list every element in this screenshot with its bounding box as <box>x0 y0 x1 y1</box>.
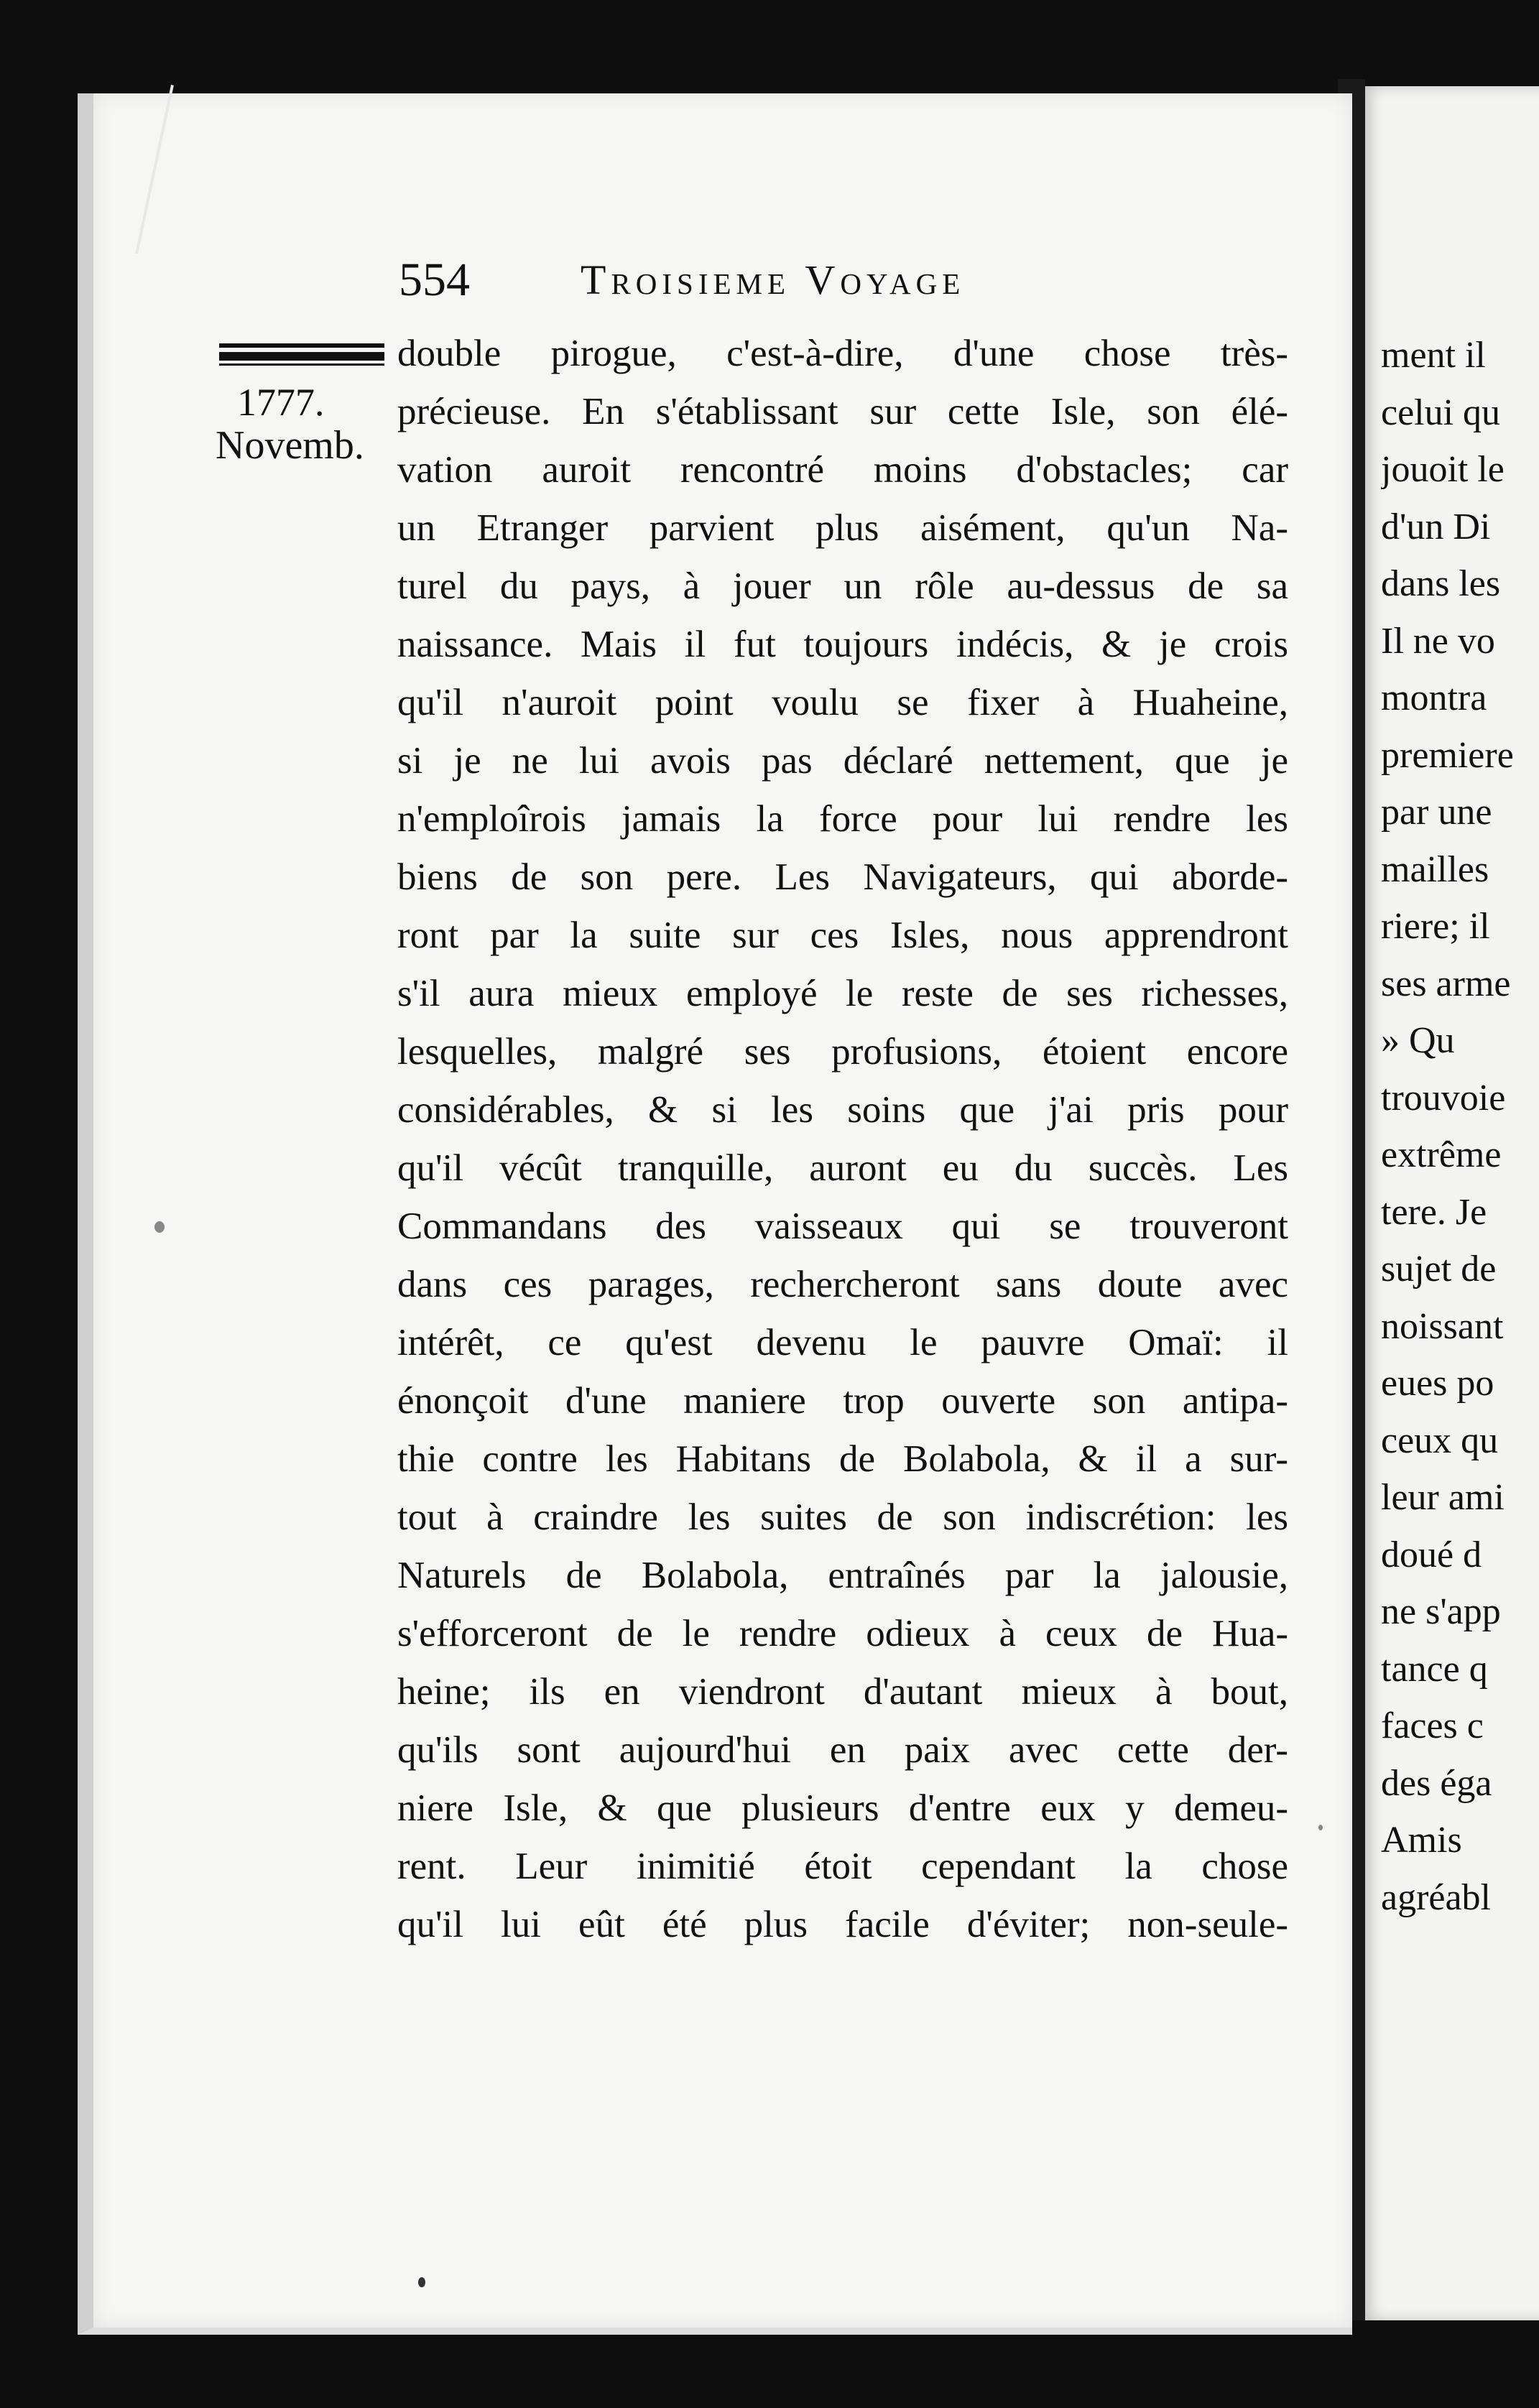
margin-rule <box>219 343 384 366</box>
text-line: qu'il vécût tranquille, auront eu du succès. Les <box>397 1147 1288 1189</box>
facing-text-line: mailles <box>1381 848 1489 890</box>
facing-text-line: d'un Di <box>1381 506 1491 547</box>
facing-text-line: ceux qu <box>1381 1420 1499 1461</box>
text-line: précieuse. En s'établissant sur cette Isle, son élé- <box>397 391 1288 432</box>
paper-speck <box>154 1221 165 1233</box>
rule-line-bottom <box>219 363 384 366</box>
facing-text-line: riere; il <box>1381 906 1490 947</box>
text-line: Naturels de Bolabola, entraînés par la jalousie, <box>397 1555 1288 1596</box>
text-line: double pirogue, c'est-à-dire, d'une chose très- <box>397 333 1288 374</box>
facing-text-line: premiere <box>1381 734 1514 776</box>
facing-text-line: celui qu <box>1381 392 1501 433</box>
running-title: Troisieme Voyage <box>581 256 966 303</box>
text-line: naissance. Mais il fut toujours indécis, & je crois <box>397 624 1288 665</box>
facing-text-line: faces c <box>1381 1705 1484 1746</box>
facing-text-line: ne s'app <box>1381 1591 1501 1632</box>
facing-text-line: sujet de <box>1381 1249 1497 1289</box>
facing-text-line: jouoit le <box>1381 449 1505 490</box>
text-line: vation auroit rencontré moins d'obstacles; car <box>397 449 1288 491</box>
page-number: 554 <box>399 254 470 306</box>
facing-text-line: Il ne vo <box>1381 620 1495 662</box>
text-line: tout à craindre les suites de son indiscrétion: les <box>397 1496 1288 1538</box>
facing-text-line: doué d <box>1381 1534 1482 1575</box>
facing-text-line: Amis <box>1381 1820 1462 1861</box>
text-line: un Etranger parvient plus aisément, qu'un Na- <box>397 507 1288 549</box>
text-line: intérêt, ce qu'est devenu le pauvre Omaï: il <box>397 1322 1288 1363</box>
text-line: biens de son pere. Les Navigateurs, qui aborde- <box>397 856 1288 898</box>
facing-text-line: tere. Je <box>1381 1191 1487 1233</box>
running-head <box>399 248 1189 312</box>
facing-text-line: ment il <box>1381 335 1486 376</box>
facing-text-line: noissant <box>1381 1305 1504 1347</box>
text-line: si je ne lui avois pas déclaré nettement, que je <box>397 740 1288 782</box>
facing-text-line: extrême <box>1381 1134 1502 1175</box>
paper-speck <box>1318 1825 1323 1830</box>
text-line: qu'il n'auroit point voulu se fixer à Huaheine, <box>397 682 1288 723</box>
text-line: énonçoit d'une maniere trop ouverte son antipa- <box>397 1380 1288 1422</box>
margin-year: 1777. <box>237 381 325 424</box>
text-line: s'il aura mieux employé le reste de ses richesses, <box>397 973 1288 1014</box>
text-line: turel du pays, à jouer un rôle au-dessus de sa <box>397 565 1288 607</box>
facing-text-line: ses arme <box>1381 963 1511 1004</box>
text-line: s'efforceront de le rendre odieux à ceux de Hua- <box>397 1613 1288 1654</box>
facing-text-line: leur ami <box>1381 1477 1505 1518</box>
facing-text-line: tance q <box>1381 1648 1488 1690</box>
facing-page-text <box>1381 327 1539 1926</box>
facing-text-line: » Qu <box>1381 1020 1455 1061</box>
text-line: n'emploîrois jamais la force pour lui rendre les <box>397 798 1288 840</box>
rule-line-thick <box>219 352 384 361</box>
facing-text-line: eues po <box>1381 1363 1494 1404</box>
text-line: niere Isle, & que plusieurs d'entre eux y demeu- <box>397 1787 1288 1829</box>
margin-month: Novemb. <box>216 423 364 468</box>
facing-text-line: montra <box>1381 677 1487 718</box>
text-line: dans ces parages, rechercheront sans doute avec <box>397 1264 1288 1305</box>
facing-text-line: trouvoie <box>1381 1077 1506 1119</box>
text-line: thie contre les Habitans de Bolabola, & il a sur- <box>397 1438 1288 1480</box>
text-line: rent. Leur inimitié étoit cependant la chose <box>397 1846 1288 1887</box>
text-line: considérables, & si les soins que j'ai pris pour <box>397 1089 1288 1131</box>
facing-text-line: des éga <box>1381 1762 1492 1804</box>
paper-speck <box>418 2277 425 2287</box>
rule-line-top <box>219 343 384 348</box>
text-line: qu'il lui eût été plus facile d'éviter; non-seule- <box>397 1904 1288 1945</box>
text-line: ront par la suite sur ces Isles, nous apprendront <box>397 914 1288 956</box>
facing-text-line: dans les <box>1381 563 1501 604</box>
facing-text-line: par une <box>1381 792 1492 833</box>
text-line: lesquelles, malgré ses profusions, étoient encore <box>397 1031 1288 1073</box>
text-line: Commandans des vaisseaux qui se trouveront <box>397 1205 1288 1247</box>
facing-text-line: agréabl <box>1381 1876 1492 1918</box>
text-line: qu'ils sont aujourd'hui en paix avec cette der- <box>397 1729 1288 1771</box>
body-text <box>397 325 1288 1954</box>
text-line: heine; ils en viendront d'autant mieux à bout, <box>397 1671 1288 1713</box>
